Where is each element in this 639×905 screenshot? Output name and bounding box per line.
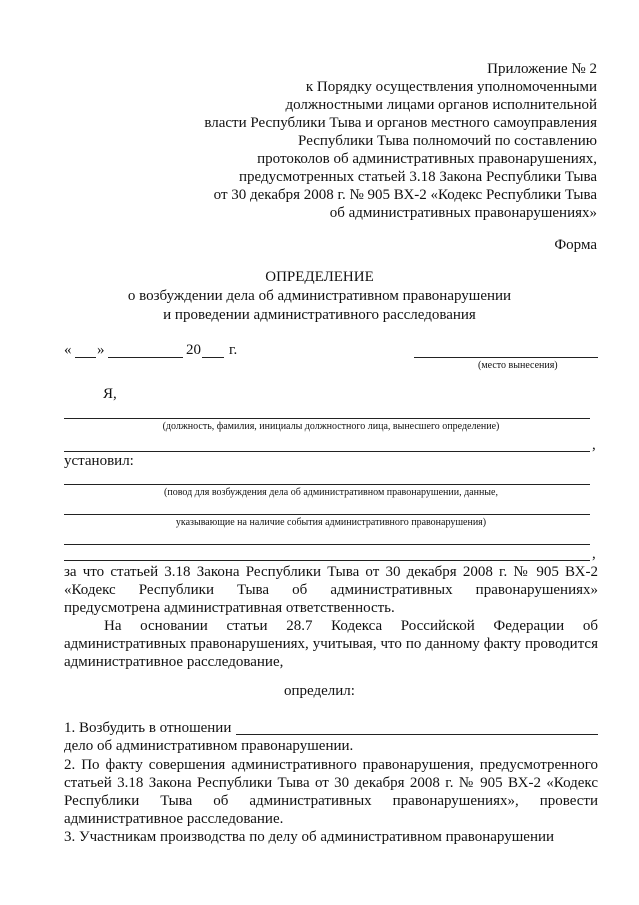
reason-blank-line-2[interactable] xyxy=(64,514,590,515)
decided-label: определил: xyxy=(284,683,355,699)
year-suffix: г. xyxy=(229,342,238,358)
date-close-quote: » xyxy=(97,342,105,358)
month-blank-line[interactable] xyxy=(108,357,183,358)
basis-paragraph: На основании статьи 28.7 Кодекса Российской Федерации об административных правонарушениях, учитывая, что по данному факту проводится административное расследование, xyxy=(64,618,598,670)
appendix-line: Приложение № 2 xyxy=(487,61,597,77)
appendix-line: предусмотренных статьей 3.18 Закона Республики Тыва xyxy=(238,169,597,185)
item1-blank-line[interactable] xyxy=(236,734,598,735)
item3-paragraph: 3. Участникам производства по делу об административном правонарушении xyxy=(64,829,555,845)
ya-label: Я, xyxy=(103,386,117,402)
appendix-line: протоколов об административных правонарушениях, xyxy=(257,151,597,167)
place-caption: (место вынесения) xyxy=(478,360,558,371)
place-blank-line[interactable] xyxy=(414,357,598,358)
liability-paragraph: за что статьей 3.18 Закона Республики Тыва от 30 декабря 2008 г. № 905 ВХ-2 «Кодекс Республики Тыва об административных правонарушениях» предусмотрена административная ответственность. xyxy=(64,564,598,616)
reason-blank-line-3[interactable] xyxy=(64,544,590,545)
appendix-header xyxy=(137,60,597,222)
official-blank-line-2[interactable] xyxy=(64,451,590,452)
official-blank-line-1[interactable] xyxy=(64,418,590,419)
title-main: ОПРЕДЕЛЕНИЕ xyxy=(265,269,374,285)
appendix-line: власти Республики Тыва и органов местного самоуправления xyxy=(204,115,597,131)
appendix-line: об административных правонарушениях» xyxy=(329,205,597,221)
day-blank-line[interactable] xyxy=(75,357,96,358)
item1-text: 1. Возбудить в отношении xyxy=(64,720,232,736)
document-title xyxy=(0,268,639,325)
appendix-line: от 30 декабря 2008 г. № 905 ВХ-2 «Кодекс Республики Тыва xyxy=(213,187,597,203)
reason-blank-line-1[interactable] xyxy=(64,484,590,485)
reason-caption-2: указывающие на наличие события административного правонарушения) xyxy=(175,517,487,528)
date-open-quote: « xyxy=(64,342,72,358)
appendix-line: к Порядку осуществления уполномоченными xyxy=(305,79,597,95)
comma-2: , xyxy=(592,546,596,562)
reason-caption-1: (повод для возбуждения дела об административном правонарушении, данные, xyxy=(164,487,498,498)
established-label: установил: xyxy=(64,453,134,469)
appendix-line: Республики Тыва полномочий по составлению xyxy=(298,133,597,149)
item2-paragraph: 2. По факту совершения административного правонарушения, предусмотренного статьей 3.18 Закона Республики Тыва от 30 декабря 2008 г. № 905 ВХ-2 «Кодекс Республики Тыва об административных правонарушениях», провести административное расследование. xyxy=(64,757,598,827)
form-label: Форма xyxy=(554,237,597,253)
official-caption: (должность, фамилия, инициалы должностного лица, вынесшего определение) xyxy=(162,421,500,432)
year-blank-line[interactable] xyxy=(202,357,224,358)
reason-blank-line-4[interactable] xyxy=(64,560,590,561)
title-sub-2: и проведении административного расследования xyxy=(163,307,476,323)
comma: , xyxy=(592,437,596,453)
title-sub-1: о возбуждении дела об административном правонарушении xyxy=(127,288,512,304)
item1-continuation: дело об административном правонарушении. xyxy=(64,738,354,754)
appendix-line: должностными лицами органов исполнительной xyxy=(285,97,597,113)
year-prefix: 20 xyxy=(186,342,201,358)
